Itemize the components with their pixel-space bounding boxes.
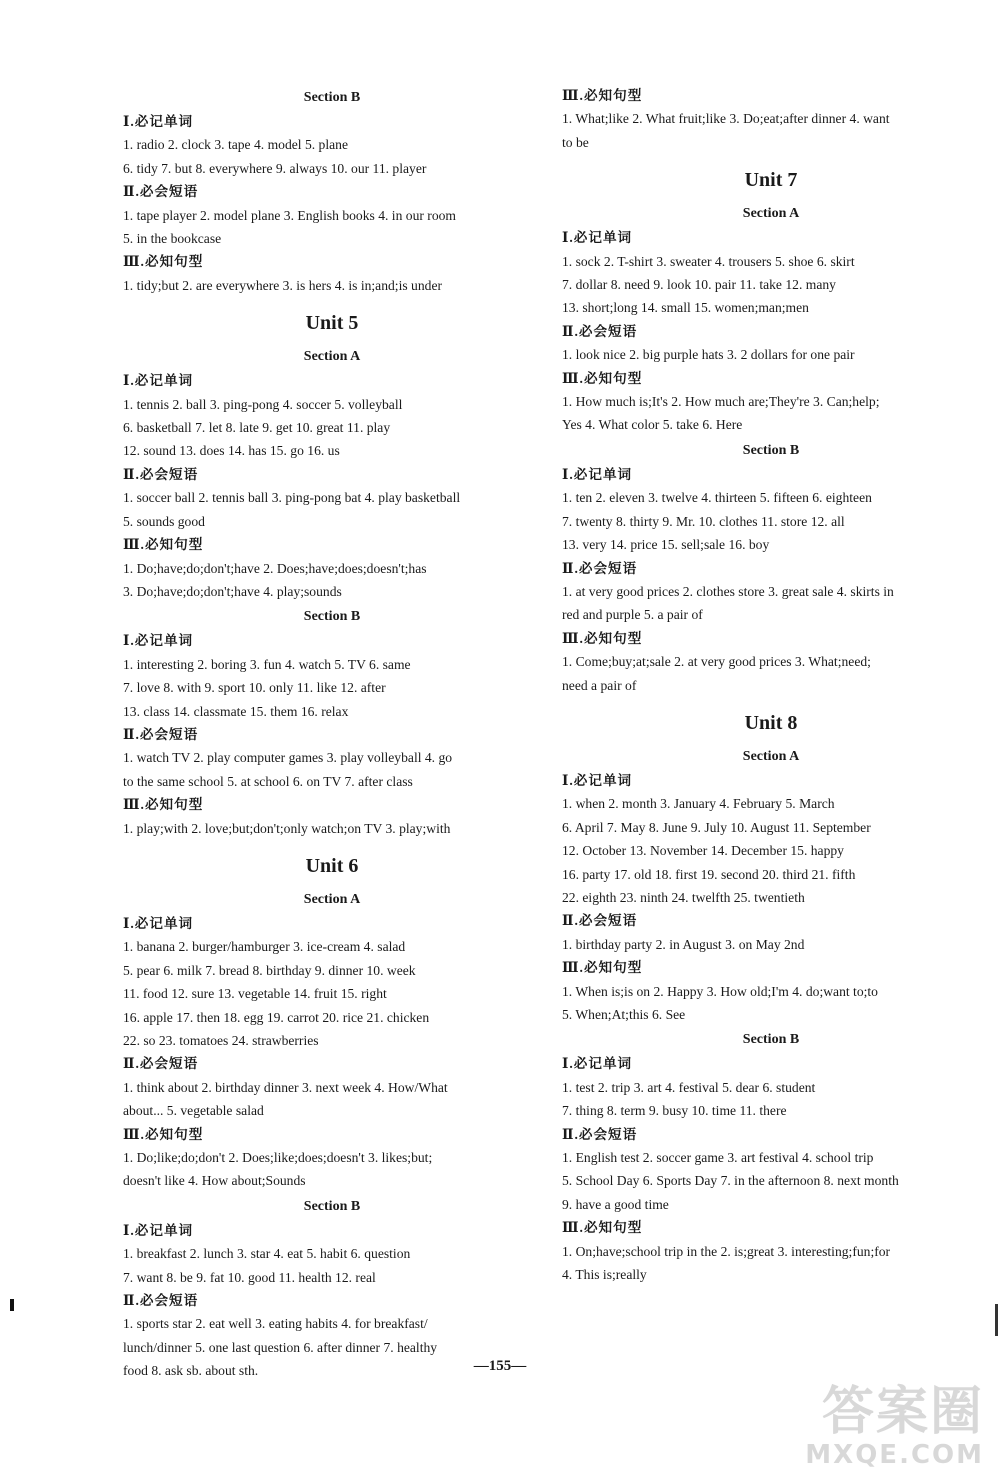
answer-line: 5. pear 6. milk 7. bread 8. birthday 9. dinner 10. week xyxy=(123,962,416,978)
answer-line: 7. twenty 8. thirty 9. Mr. 10. clothes 11. store 12. all xyxy=(562,513,845,529)
section-heading: Section B xyxy=(742,442,800,458)
page-number: —155— xyxy=(473,1358,527,1374)
subsection-heading: Ⅰ.必记单词 xyxy=(562,230,633,246)
answer-line: 7. want 8. be 9. fat 10. good 11. health 12. real xyxy=(123,1269,376,1285)
answer-line: 5. When;At;this 6. See xyxy=(562,1007,686,1022)
answer-line: 1. Come;buy;at;sale 2. at very good prices 3. What;need; xyxy=(562,654,871,670)
answer-line: 7. dollar 8. need 9. look 10. pair 11. take 12. many xyxy=(562,277,836,293)
answer-line: 1. soccer ball 2. tennis ball 3. ping-pong bat 4. play basketball xyxy=(123,490,461,506)
subsection-heading: Ⅰ.必记单词 xyxy=(123,114,194,129)
answer-line: to be xyxy=(562,134,589,150)
subsection-heading: Ⅱ.必会短语 xyxy=(562,560,638,576)
answer-line: food 8. ask sb. about sth. xyxy=(123,1363,259,1379)
subsection-heading: Ⅲ.必知句型 xyxy=(562,960,643,976)
answer-line: 1. interesting 2. boring 3. fun 4. watch 5. TV 6. same xyxy=(123,656,411,672)
margin-mark xyxy=(995,1304,998,1336)
watermark-site-text: MXQE.COM xyxy=(805,1440,984,1470)
section-heading: Section B xyxy=(303,1198,361,1214)
answer-line: 4. This is;really xyxy=(562,1267,647,1283)
answer-line: 6. basketball 7. let 8. late 9. get 10. great 11. play xyxy=(123,420,391,436)
answer-line: doesn't like 4. How about;Sounds xyxy=(123,1173,306,1189)
subsection-heading: Ⅰ.必记单词 xyxy=(562,1056,633,1072)
section-heading: Section A xyxy=(303,349,361,365)
answer-line: red and purple 5. a pair of xyxy=(562,607,703,623)
answer-line: 12. October 13. November 14. December 15. happy xyxy=(562,843,844,859)
answer-line: 1. tape player 2. model plane 3. English books 4. in our room xyxy=(123,207,456,223)
answer-line: 7. love 8. with 9. sport 10. only 11. like 12. after xyxy=(123,680,386,696)
answer-line: 1. tidy;but 2. are everywhere 3. is hers 4. is in;and;is under xyxy=(123,277,443,293)
subsection-heading: Ⅱ.必会短语 xyxy=(562,323,638,339)
subsection-heading: Ⅲ.必知句型 xyxy=(123,254,204,270)
section-heading: Section B xyxy=(303,90,361,105)
answer-line: 1. birthday party 2. in August 3. on May 2nd xyxy=(562,936,805,952)
answer-line: 5. sounds good xyxy=(123,513,205,529)
answer-line: lunch/dinner 5. one last question 6. after dinner 7. healthy xyxy=(123,1339,438,1355)
section-heading: Section A xyxy=(742,206,800,222)
subsection-heading: Ⅲ.必知句型 xyxy=(562,630,643,646)
answer-line: 1. Do;have;do;don't;have 2. Does;have;does;doesn't;has xyxy=(123,560,427,576)
answer-line: 7. thing 8. term 9. busy 10. time 11. there xyxy=(562,1103,787,1119)
answer-line: 1. radio 2. clock 3. tape 4. model 5. plane xyxy=(123,137,348,153)
left-column xyxy=(123,84,541,1383)
answer-line: 5. in the bookcase xyxy=(123,231,222,247)
answer-line: 13. class 14. classmate 15. them 16. relax xyxy=(123,703,349,719)
unit-title: Unit 7 xyxy=(744,169,798,192)
section-heading: Section A xyxy=(303,891,361,907)
subsection-heading: Ⅰ.必记单词 xyxy=(562,772,633,788)
answer-line: 1. play;with 2. love;but;don't;only watch;on TV 3. play;with xyxy=(123,820,451,836)
answer-line: 11. food 12. sure 13. vegetable 14. fruit 15. right xyxy=(123,986,387,1002)
answer-line: 1. When is;is on 2. Happy 3. How old;I'm 4. do;want to;to xyxy=(562,983,878,999)
answer-line: 1. breakfast 2. lunch 3. star 4. eat 5. habit 6. question xyxy=(123,1246,411,1262)
subsection-heading: Ⅰ.必记单词 xyxy=(123,1222,194,1238)
answer-line: 1. sports star 2. eat well 3. eating habits 4. for breakfast/ xyxy=(123,1316,428,1332)
section-heading: Section B xyxy=(742,1032,800,1048)
answer-line: 1. English test 2. soccer game 3. art festival 4. school trip xyxy=(562,1150,874,1166)
subsection-heading: Ⅲ.必知句型 xyxy=(123,1126,204,1142)
answer-line: 13. short;long 14. small 15. women;man;men xyxy=(562,300,809,316)
subsection-heading: Ⅲ.必知句型 xyxy=(123,537,204,553)
answer-line: 6. April 7. May 8. June 9. July 10. August 11. September xyxy=(562,819,871,835)
unit-title: Unit 8 xyxy=(744,711,798,734)
answer-line: 1. test 2. trip 3. art 4. festival 5. dear 6. student xyxy=(562,1079,816,1095)
subsection-heading: Ⅲ.必知句型 xyxy=(562,88,643,103)
section-heading: Section A xyxy=(742,748,800,764)
answer-line: 3. Do;have;do;don't;have 4. play;sounds xyxy=(123,583,342,599)
answer-line: 22. so 23. tomatoes 24. strawberries xyxy=(123,1033,319,1048)
section-heading: Section B xyxy=(303,609,361,625)
answer-line: 6. tidy 7. but 8. everywhere 9. always 10. our 11. player xyxy=(123,160,427,176)
subsection-heading: Ⅲ.必知句型 xyxy=(562,1220,643,1236)
answer-line: 1. watch TV 2. play computer games 3. play volleyball 4. go xyxy=(123,750,453,766)
answer-line: 9. have a good time xyxy=(562,1196,669,1212)
answer-line: 1. tennis 2. ball 3. ping-pong 4. soccer 5. volleyball xyxy=(123,396,403,412)
subsection-heading: Ⅱ.必会短语 xyxy=(123,726,199,742)
answer-line: 1. Do;like;do;don't 2. Does;like;does;doesn't 3. likes;but; xyxy=(123,1150,433,1166)
answer-line: 1. sock 2. T-shirt 3. sweater 4. trousers 5. shoe 6. skirt xyxy=(562,253,855,269)
right-column xyxy=(562,84,980,1286)
margin-mark xyxy=(10,1299,14,1311)
answer-line: 1. What;like 2. What fruit;like 3. Do;eat;after dinner 4. want xyxy=(562,111,890,127)
subsection-heading: Ⅱ.必会短语 xyxy=(123,1056,199,1072)
watermark-logo xyxy=(805,1384,984,1470)
answer-line: 1. On;have;school trip in the 2. is;great 3. interesting;fun;for xyxy=(562,1243,891,1259)
answer-line: 16. party 17. old 18. first 19. second 20. third 21. fifth xyxy=(562,866,856,882)
unit-title: Unit 5 xyxy=(305,312,359,335)
subsection-heading: Ⅲ.必知句型 xyxy=(562,370,643,386)
subsection-heading: Ⅱ.必会短语 xyxy=(562,913,638,929)
answer-line: 1. at very good prices 2. clothes store 3. great sale 4. skirts in xyxy=(562,583,894,599)
answer-line: about... 5. vegetable salad xyxy=(123,1103,264,1119)
subsection-heading: Ⅱ.必会短语 xyxy=(123,184,199,200)
answer-line: to the same school 5. at school 6. on TV 7. after class xyxy=(123,773,413,789)
answer-line: 1. look nice 2. big purple hats 3. 2 dollars for one pair xyxy=(562,347,855,363)
answer-line: 22. eighth 23. ninth 24. twelfth 25. twentieth xyxy=(562,889,805,905)
answer-line: Yes 4. What color 5. take 6. Here xyxy=(562,417,743,433)
subsection-heading: Ⅰ.必记单词 xyxy=(562,466,633,482)
answer-line: 5. School Day 6. Sports Day 7. in the afternoon 8. next month xyxy=(562,1173,899,1189)
answer-line: 1. when 2. month 3. January 4. February 5. March xyxy=(562,796,835,812)
watermark-logo-text: 答案圈 xyxy=(821,1382,984,1442)
subsection-heading: Ⅱ.必会短语 xyxy=(562,1126,638,1142)
answer-line: 1. think about 2. birthday dinner 3. next week 4. How/What xyxy=(123,1079,448,1095)
subsection-heading: Ⅲ.必知句型 xyxy=(123,797,204,813)
subsection-heading: Ⅱ.必会短语 xyxy=(123,1293,199,1309)
answer-line: 1. How much is;It's 2. How much are;They're 3. Can;help; xyxy=(562,394,880,410)
answer-line: 1. ten 2. eleven 3. twelve 4. thirteen 5. fifteen 6. eighteen xyxy=(562,490,872,506)
subsection-heading: Ⅰ.必记单词 xyxy=(123,633,194,649)
answer-line: 1. banana 2. burger/hamburger 3. ice-cream 4. salad xyxy=(123,939,406,955)
answer-line: need a pair of xyxy=(562,677,637,693)
answer-line: 16. apple 17. then 18. egg 19. carrot 20. rice 21. chicken xyxy=(123,1009,430,1025)
subsection-heading: Ⅰ.必记单词 xyxy=(123,373,194,389)
unit-title: Unit 6 xyxy=(305,854,359,877)
subsection-heading: Ⅱ.必会短语 xyxy=(123,466,199,482)
subsection-heading: Ⅰ.必记单词 xyxy=(123,915,194,931)
answer-line: 12. sound 13. does 14. has 15. go 16. us xyxy=(123,443,340,459)
answer-line: 13. very 14. price 15. sell;sale 16. boy xyxy=(562,537,770,553)
